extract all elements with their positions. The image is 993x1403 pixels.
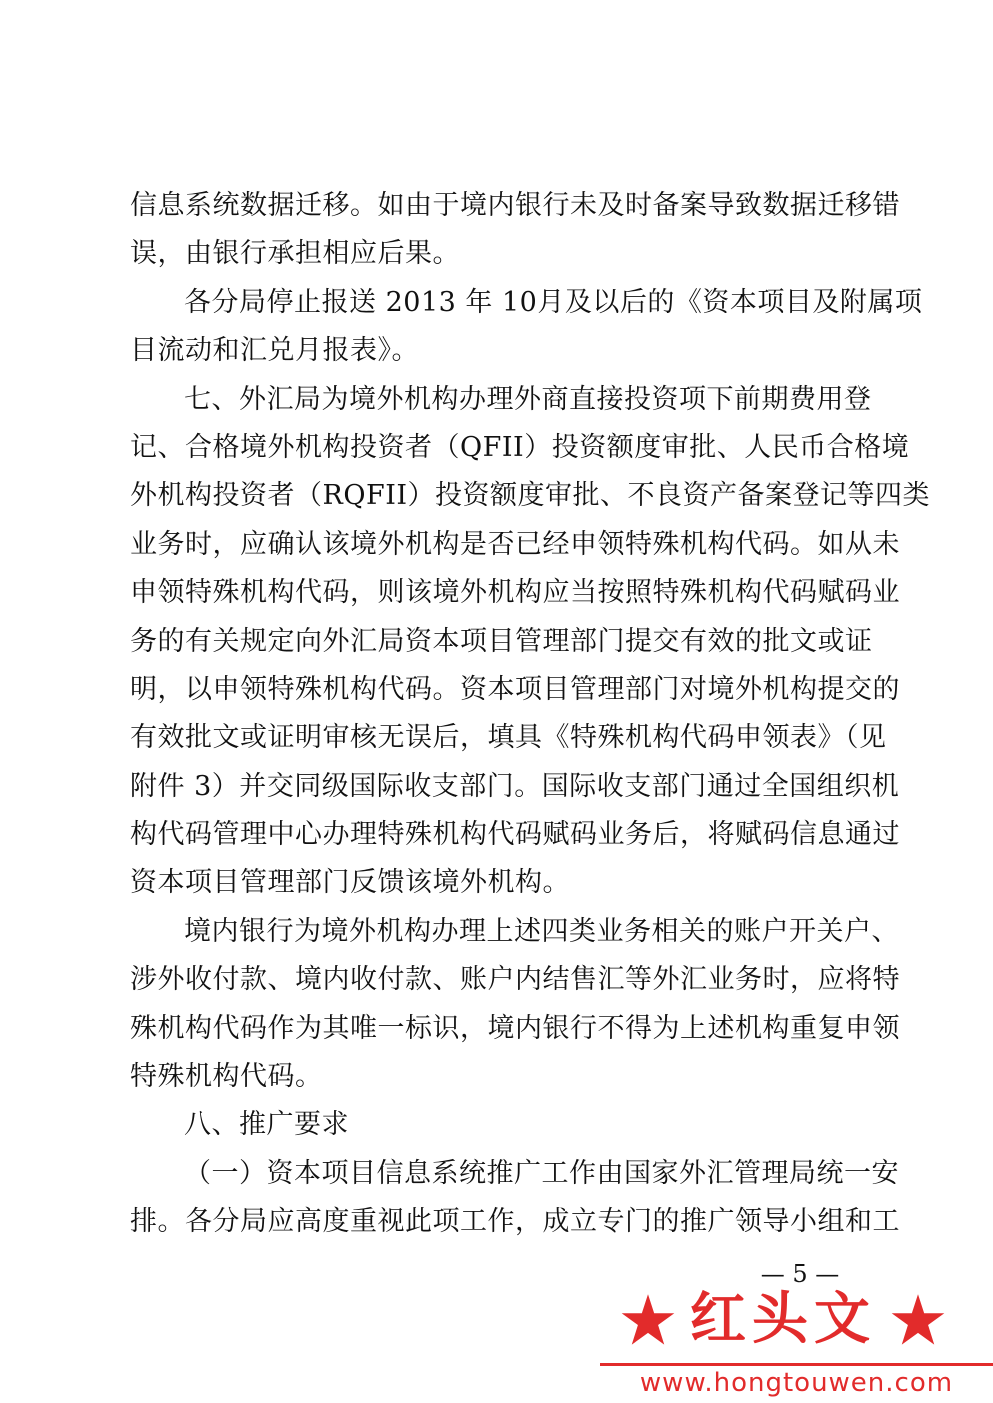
page-number: — 5 — [760,1260,840,1288]
text-line: 误，由银行承担相应后果。 [130,238,460,270]
text-line: 申领特殊机构代码，则该境外机构应当按照特殊机构代码赋码业 [130,577,900,609]
star-icon [890,1292,946,1348]
text-line: 记、合格境外机构投资者（QFII）投资额度审批、人民币合格境 [130,431,910,463]
body-text [130,182,931,1247]
text-line: 附件 3）并交同级国际收支部门。国际收支部门通过全国组织机 [130,770,900,802]
text-line: 涉外收付款、境内收付款、账户内结售汇等外汇业务时，应将特 [130,964,900,996]
watermark-title: 红头文 [690,1287,876,1352]
text-line: 业务时，应确认该境外机构是否已经申领特殊机构代码。如从未 [130,528,900,560]
watermark [600,1285,993,1403]
text-line: 信息系统数据迁移。如由于境内银行未及时备案导致数据迁移错 [130,190,900,221]
text-line: 八、推广要求 [184,1109,349,1141]
watermark-title-row [620,1285,980,1355]
text-line: 殊机构代码作为其唯一标识，境内银行不得为上述机构重复申领 [130,1012,900,1044]
text-line: 排。各分局应高度重视此项工作，成立专门的推广领导小组和工 [130,1206,900,1238]
text-line: 资本项目管理部门反馈该境外机构。 [130,867,570,899]
text-line: 外机构投资者（RQFII）投资额度审批、不良资产备案登记等四类 [130,480,931,512]
text-line: 七、外汇局为境外机构办理外商直接投资项下前期费用登 [184,383,872,415]
text-line: 境内银行为境外机构办理上述四类业务相关的账户开关户、 [184,915,899,947]
text-line: （一）资本项目信息系统推广工作由国家外汇管理局统一安 [184,1157,899,1189]
watermark-url: www.hongtouwen.com [639,1368,954,1398]
text-line: 目流动和汇兑月报表》。 [130,335,419,367]
text-line: 特殊机构代码。 [130,1061,323,1093]
text-line: 明，以申领特殊机构代码。资本项目管理部门对境外机构提交的 [130,673,900,705]
watermark-divider [600,1363,993,1366]
text-line: 构代码管理中心办理特殊机构代码赋码业务后，将赋码信息通过 [130,819,900,851]
text-line: 各分局停止报送 2013 年 10月及以后的《资本项目及附属项 [184,286,923,318]
text-line: 务的有关规定向外汇局资本项目管理部门提交有效的批文或证 [130,625,873,657]
text-line: 有效批文或证明审核无误后，填具《特殊机构代码申领表》（见 [130,722,887,754]
star-icon [620,1292,676,1348]
